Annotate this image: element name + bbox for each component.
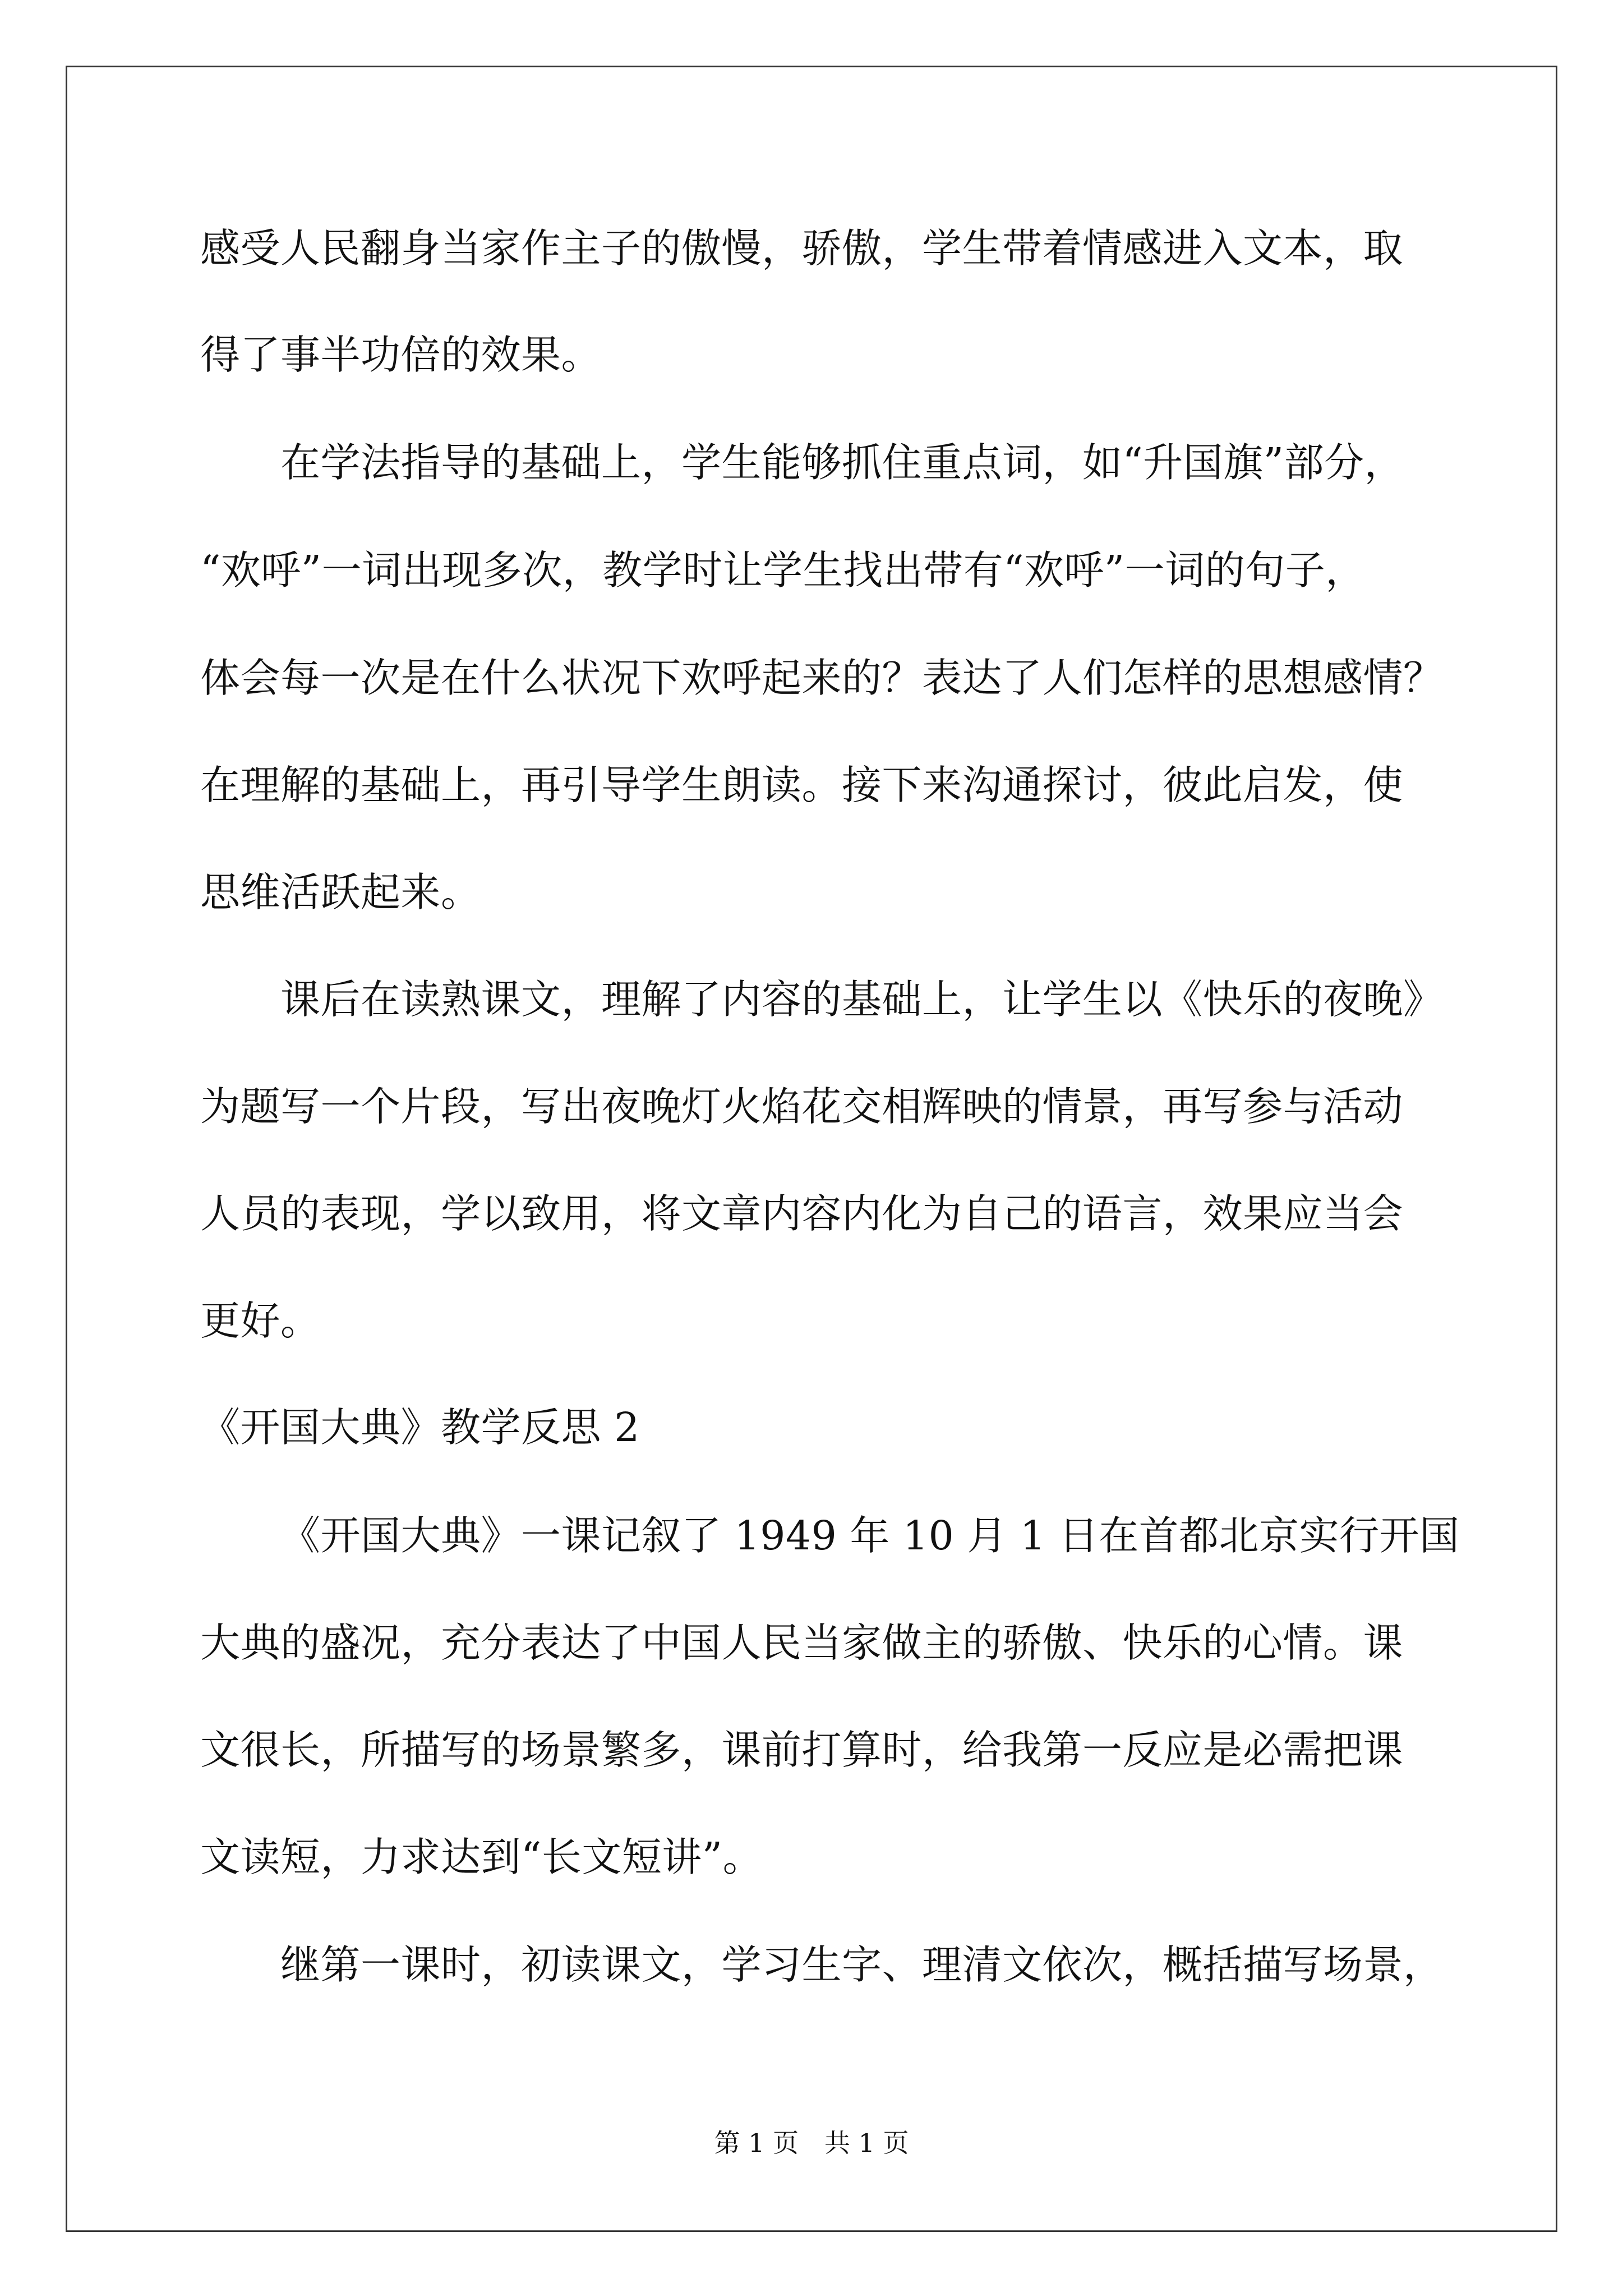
text-line: 在学法指导的基础上，学生能够抓住重点词，如“升国旗”部分，: [280, 439, 1405, 486]
text-line: 《开国大典》一课记叙了 1949 年 10 月 1 日在首都北京实行开国: [280, 1512, 1460, 1559]
text-line: 文读短，力求达到“长文短讲”。: [200, 1834, 763, 1880]
text-line: 继第一课时，初读课文，学习生字、理清文依次，概括描写场景，: [280, 1941, 1444, 1988]
text-line: 得了事半功倍的效果。: [200, 332, 602, 378]
text-line: 感受人民翻身当家作主子的傲慢，骄傲，学生带着情感进入文本，取: [200, 225, 1404, 272]
text-line: 思维活跃起来。: [200, 869, 481, 915]
text-line: 为题写一个片段，写出夜晚灯火焰花交相辉映的情景，再写参与活动: [200, 1083, 1404, 1130]
text-line: 更好。: [200, 1297, 321, 1344]
text-line: 体会每一次是在什么状况下欢呼起来的？表达了人们怎样的思想感情？: [200, 655, 1444, 701]
text-line: 课后在读熟课文，理解了内容的基础上，让学生以《快乐的夜晚》: [280, 976, 1444, 1023]
page-border: [66, 66, 1557, 2232]
text-line: “欢呼”一词出现多次，教学时让学生找出带有“欢呼”一词的句子，: [200, 547, 1366, 593]
page-footer: 第 1 页 共 1 页: [714, 2128, 909, 2158]
text-line: 大典的盛况，充分表达了中国人民当家做主的骄傲、快乐的心情。课: [200, 1619, 1404, 1666]
text-line: 在理解的基础上，再引导学生朗读。接下来沟通探讨，彼此启发，使: [200, 762, 1404, 808]
section-heading: 《开国大典》教学反思 2: [200, 1404, 640, 1451]
text-line: 文很长，所描写的场景繁多，课前打算时，给我第一反应是必需把课: [200, 1727, 1404, 1773]
text-line: 人员的表现，学以致用，将文章内容内化为自己的语言，效果应当会: [200, 1190, 1404, 1237]
